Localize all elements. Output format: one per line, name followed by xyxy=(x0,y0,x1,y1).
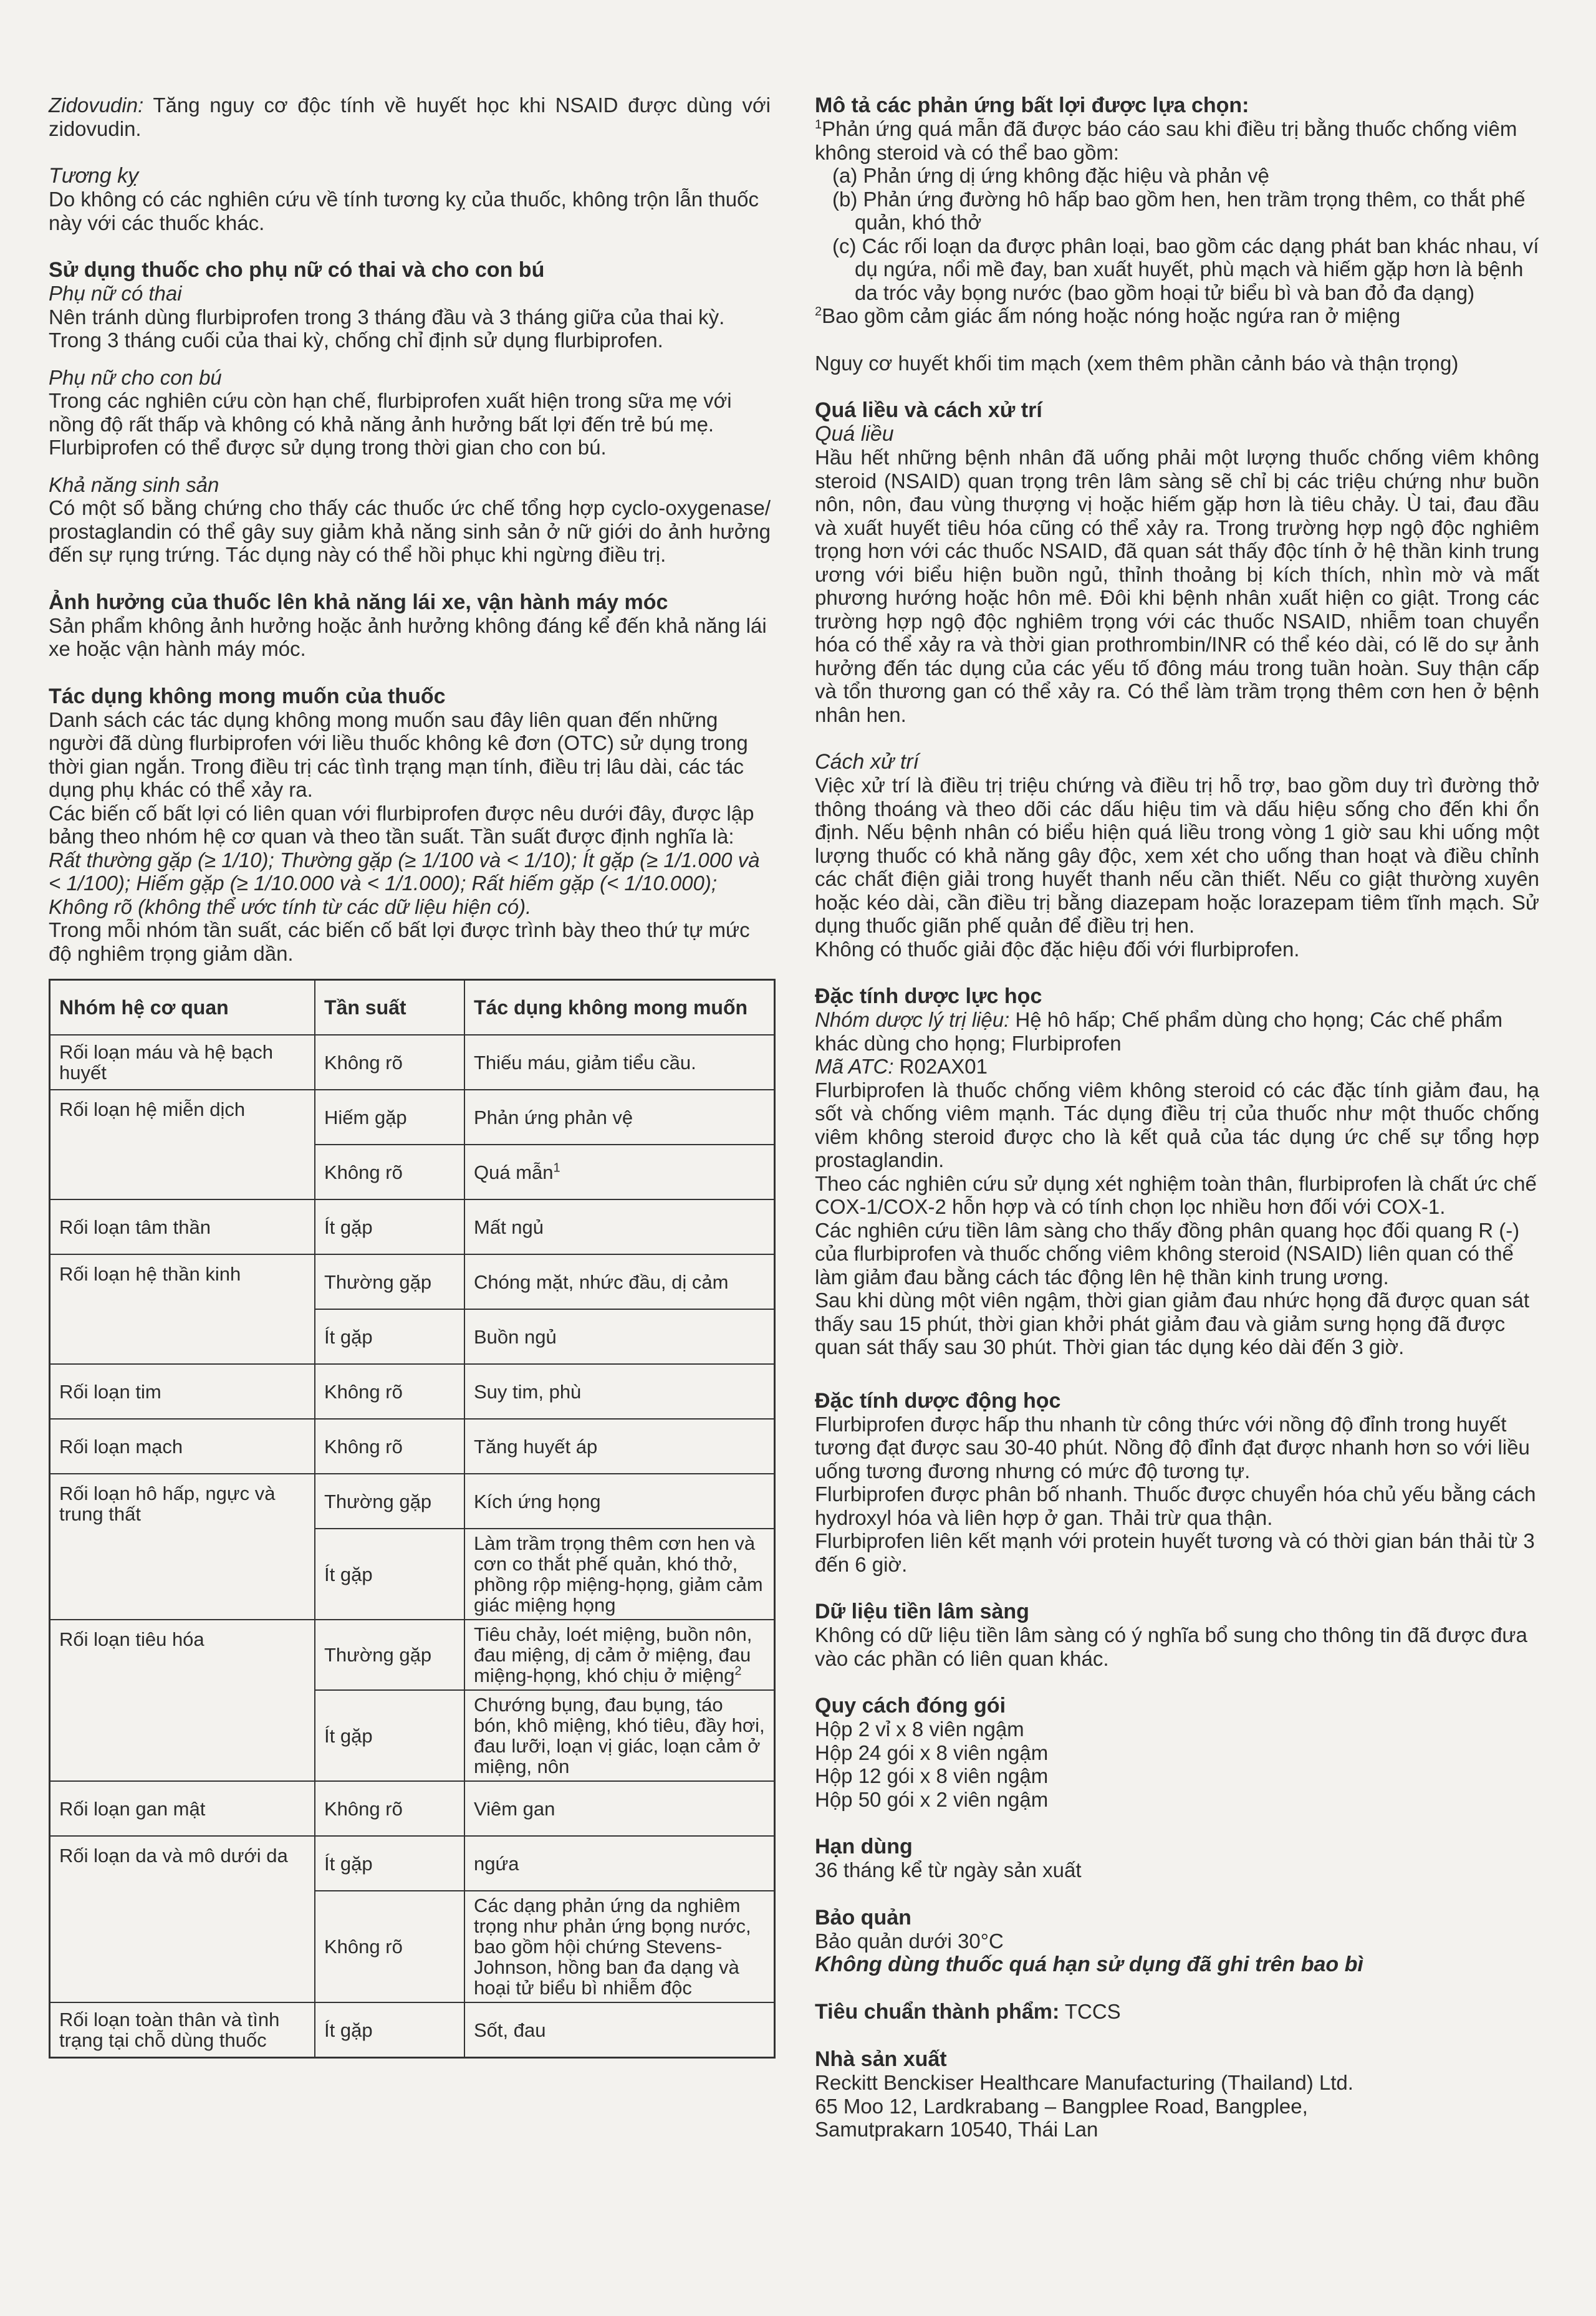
table-row xyxy=(50,1620,775,1690)
lactation-sub: Phụ nữ cho con bú xyxy=(49,365,222,389)
manufacturer-name: Reckitt Benckiser Healthcare Manufacturing (Thailand) Ltd. xyxy=(815,2071,1353,2094)
pharmacokinetics-text-1: Flurbiprofen được hấp thu nhanh từ công thức với nồng độ đỉnh trong huyết tương đạt được sau 30-40 phút. Nồng độ đỉnh đạt được nhanh hơn so với liều uống tương đương nhưng có mức độ tương tự. xyxy=(815,1412,1530,1482)
zidovudin-paragraph xyxy=(49,94,771,140)
frequency-cell: Thường gặp xyxy=(315,1254,464,1309)
table-row xyxy=(50,1474,775,1529)
organ-cell: Rối loạn hô hấp, ngực và trung thất xyxy=(50,1474,315,1620)
table-row xyxy=(50,1035,775,1090)
adverse-text-3: Trong mỗi nhóm tần suất, các biến cố bất lợi được trình bày theo thứ tự mức độ nghiêm trọng giảm dần. xyxy=(49,918,750,965)
pharmacokinetics-text-2: Flurbiprofen được phân bố nhanh. Thuốc được chuyển hóa chủ yếu bằng cách hydroxyl hóa và liên hợp ở gan. Thải trừ qua thận. xyxy=(815,1482,1536,1529)
fertility-text: Có một số bằng chứng cho thấy các thuốc ức chế tổng hợp cyclo-oxygenase/ prostaglandin có thể gây suy giảm khả năng sinh sản ở nữ giới do ảnh hưởng đến sự rụng trứng. Tác dụng này có thể hồi phục khi ngừng điều trị. xyxy=(49,496,771,566)
standard-title: Tiêu chuẩn thành phẩm: xyxy=(815,2000,1060,2024)
footnote-1-marker: 1 xyxy=(553,1161,560,1175)
pregnancy-sub: Phụ nữ có thai xyxy=(49,282,182,305)
lactation-text: Trong các nghiên cứu còn hạn chế, flurbiprofen xuất hiện trong sữa mẹ với nồng độ rất thấp và không có khả năng ảnh hưởng bất lợi đến trẻ bú mẹ. Flurbiprofen có thể được sử dụng trong thời gian cho con bú. xyxy=(49,389,732,459)
footnote-2 xyxy=(815,304,1539,328)
pharmacodynamics-text-4: Sau khi dùng một viên ngậm, thời gian giảm đau nhức họng đã được quan sát thấy sau 15 phút, thời gian khởi phát giảm đau và giảm sưng họng đã được quan sát thấy sau 30 phút. Thời gian tác dụng kéo dài đến 3 giờ. xyxy=(815,1289,1530,1358)
packaging-item: Hộp 12 gói x 8 viên ngậm xyxy=(815,1764,1049,1787)
effect-cell: Sốt, đau xyxy=(464,2002,775,2058)
right-column xyxy=(815,94,1539,2141)
effect-cell: Phản ứng phản vệ xyxy=(464,1090,775,1145)
table-row xyxy=(50,1254,775,1309)
table-row xyxy=(50,1419,775,1474)
pharmacokinetics-title: Đặc tính dược động học xyxy=(815,1388,1061,1413)
footnote-1-a: (a) Phản ứng dị ứng không đặc hiệu và phản vệ xyxy=(832,164,1269,187)
frequency-cell: Hiếm gặp xyxy=(315,1090,464,1145)
footnote-2-mark: 2 xyxy=(815,305,822,319)
effect-cell: Các dạng phản ứng da nghiêm trọng như phản ứng bọng nước, bao gồm hội chứng Stevens-Johnson, hồng ban đa dạng và hoại tử biểu bì nhiễm độc xyxy=(464,1891,775,2002)
zidovudin-text: Tăng nguy cơ độc tính về huyết học khi NSAID được dùng với zidovudin. xyxy=(49,94,771,140)
manufacturer-address-2: Samutprakarn 10540, Thái Lan xyxy=(815,2118,1098,2141)
footnote-1-mark: 1 xyxy=(815,118,822,132)
footnote-2-marker: 2 xyxy=(734,1664,742,1678)
frequency-cell: Thường gặp xyxy=(315,1474,464,1529)
frequency-cell: Ít gặp xyxy=(315,1309,464,1364)
shelf-life-text: 36 tháng kể từ ngày sản xuất xyxy=(815,1858,1082,1881)
shelf-life-title: Hạn dùng xyxy=(815,1835,913,1858)
adverse-effects-table xyxy=(49,979,776,2059)
frequency-cell: Ít gặp xyxy=(315,1199,464,1254)
frequency-cell: Không rõ xyxy=(315,1891,464,2002)
cardiovascular-risk-text: Nguy cơ huyết khối tim mạch (xem thêm phần cảnh báo và thận trọng) xyxy=(815,351,1459,375)
frequency-cell: Ít gặp xyxy=(315,1690,464,1781)
zidovudin-label: Zidovudin: xyxy=(49,94,144,117)
frequency-cell: Không rõ xyxy=(315,1364,464,1419)
packaging-title: Quy cách đóng gói xyxy=(815,1694,1006,1718)
group-value: Hệ hô hấp; Chế phẩm dùng cho họng; Các chế phẩm khác dùng cho họng; Flurbiprofen xyxy=(815,1008,1502,1055)
preclinical-title: Dữ liệu tiền lâm sàng xyxy=(815,1600,1029,1623)
manufacturer-address-1: 65 Moo 12, Lardkrabang – Bangplee Road, Bangplee, xyxy=(815,2094,1308,2118)
organ-cell: Rối loạn tiêu hóa xyxy=(50,1620,315,1781)
atc-code xyxy=(815,1055,1539,1079)
organ-cell: Rối loạn máu và hệ bạch huyết xyxy=(50,1035,315,1090)
frequency-cell: Thường gặp xyxy=(315,1620,464,1690)
frequency-cell: Không rõ xyxy=(315,1781,464,1836)
selected-reactions-title: Mô tả các phản ứng bất lợi được lựa chọn: xyxy=(815,94,1249,117)
antidote-text: Không có thuốc giải độc đặc hiệu đối với flurbiprofen. xyxy=(815,937,1300,961)
table-row xyxy=(50,2002,775,2058)
effect-cell xyxy=(464,1145,775,1199)
treatment-text: Việc xử trí là điều trị triệu chứng và điều trị hỗ trợ, bao gồm duy trì đường thở thông thoáng và theo dõi các dấu hiệu tim và dấu hiệu sống cho đến khi ổn định. Nếu bệnh nhân có biểu hiện quá liều trong vòng 1 giờ sau khi uống một lượng thuốc có khả năng gây độc, xem xét cho uống than hoạt và điều chỉnh các chất điện giải trong huyết thanh nếu cần thiết. Nếu co giật thường xuyên hoặc kéo dài, cần điều trị bằng diazepam hoặc lorazepam tiêm tĩnh mạch. Sử dụng thuốc giãn phế quản để điều trị hen. xyxy=(815,774,1539,937)
pharmacodynamics-text-3: Các nghiên cứu tiền lâm sàng cho thấy đồng phân quang học đối quang R (-) của flurbiprofen và thuốc chống viêm không steroid (NSAID) liên quan có thể làm giảm đau bằng cách tác động lên hệ thần kinh trung ương. xyxy=(815,1218,1520,1289)
effect-text: Quá mẫn xyxy=(474,1161,554,1183)
effect-cell: Kích ứng họng xyxy=(464,1474,775,1529)
storage-warning: Không dùng thuốc quá hạn sử dụng đã ghi trên bao bì xyxy=(815,1953,1363,1976)
effect-cell: Mất ngủ xyxy=(464,1199,775,1254)
pharmacodynamics-title: Đặc tính dược lực học xyxy=(815,984,1042,1008)
footnote-1 xyxy=(815,117,1539,164)
frequency-cell: Không rõ xyxy=(315,1035,464,1090)
table-row xyxy=(50,1781,775,1836)
effect-cell: Suy tim, phù xyxy=(464,1364,775,1419)
organ-cell: Rối loạn mạch xyxy=(50,1419,315,1474)
packaging-item: Hộp 50 gói x 2 viên ngậm xyxy=(815,1787,1049,1811)
organ-cell: Rối loạn hệ miễn dịch xyxy=(50,1090,315,1199)
frequency-cell: Không rõ xyxy=(315,1419,464,1474)
footnote-1-text: Phản ứng quá mẫn đã được báo cáo sau khi điều trị bằng thuốc chống viêm không steroid và có thể bao gồm: xyxy=(815,117,1517,164)
header-frequency: Tần suất xyxy=(315,980,464,1035)
footnote-1-c: (c) Các rối loạn da được phân loại, bao gồm các dạng phát ban khác nhau, ví dụ ngứa, nổi mề đay, ban xuất huyết, phù mạch và hiếm gặp hơn là bệnh da tróc vảy bọng nước (bao gồm hoại tử biểu bì và ban đỏ đa dạng) xyxy=(832,234,1539,304)
effect-cell: ngứa xyxy=(464,1836,775,1891)
frequency-cell: Ít gặp xyxy=(315,1529,464,1620)
effect-cell xyxy=(464,1620,775,1690)
manufacturer-title: Nhà sản xuất xyxy=(815,2047,947,2071)
standard-line xyxy=(815,2000,1539,2024)
preclinical-text: Không có dữ liệu tiền lâm sàng có ý nghĩa bổ sung cho thông tin đã được đưa vào các phần có liên quan khác. xyxy=(815,1623,1527,1670)
effect-cell: Viêm gan xyxy=(464,1781,775,1836)
adverse-text-2 xyxy=(49,802,771,919)
treatment-sub: Cách xử trí xyxy=(815,750,920,774)
footnote-2-text: Bao gồm cảm giác ấm nóng hoặc nóng hoặc ngứa ran ở miệng xyxy=(822,304,1401,327)
frequency-definitions: Rất thường gặp (≥ 1/10); Thường gặp (≥ 1/100 và < 1/10); Ít gặp (≥ 1/1.000 và < 1/100); Hiếm gặp (≥ 1/10.000 và < 1/1.000); Rất hiếm gặp (< 1/10.000); Không rõ (không thể ước tính từ các dữ liệu hiện có). xyxy=(49,848,760,918)
atc-label: Mã ATC: xyxy=(815,1055,894,1078)
frequency-cell: Ít gặp xyxy=(315,2002,464,2058)
pharmacotherapeutic-group xyxy=(815,1008,1539,1055)
frequency-cell: Không rõ xyxy=(315,1145,464,1199)
driving-text: Sản phẩm không ảnh hưởng hoặc ảnh hưởng không đáng kể đến khả năng lái xe hoặc vận hành máy móc. xyxy=(49,613,767,660)
table-row xyxy=(50,1199,775,1254)
organ-cell: Rối loạn gan mật xyxy=(50,1781,315,1836)
table-row xyxy=(50,1836,775,1891)
organ-cell: Rối loạn da và mô dưới da xyxy=(50,1836,315,2002)
table-row xyxy=(50,1364,775,1419)
effect-cell: Làm trầm trọng thêm cơn hen và cơn co thắt phế quản, khó thở, phồng rộp miệng-họng, giảm cảm giác miệng họng xyxy=(464,1529,775,1620)
effect-cell: Chướng bụng, đau bụng, táo bón, khô miệng, khó tiêu, đầy hơi, đau lưỡi, loạn vị giác, loạn cảm ở miệng, nôn xyxy=(464,1690,775,1781)
organ-cell: Rối loạn tâm thần xyxy=(50,1199,315,1254)
adverse-title: Tác dụng không mong muốn của thuốc xyxy=(49,684,446,708)
incompat-title: Tương kỵ xyxy=(49,164,139,188)
overdose-text: Hầu hết những bệnh nhân đã uống phải một lượng thuốc chống viêm không steroid (NSAID) quan trọng trên lâm sàng sẽ chỉ bị các triệu chứng như buồn nôn, nôn, đau vùng thượng vị hoặc hiếm gặp hơn là tiêu chảy. Ù tai, đau đầu và xuất huyết tiêu hóa cũng có thể xảy ra. Trong trường hợp ngộ độc nghiêm trọng hơn với các thuốc NSAID, đã quan sát thấy độc tính ở hệ thần kinh trung ương với biểu hiện buồn ngủ, thỉnh thoảng bị kích thích, nhìn mờ và mất phương hướng hoặc hôn mê. Đôi khi bệnh nhân xuất hiện co giật. Trong các trường hợp ngộ độc nghiêm trọng với các thuốc NSAID, nhiễm toan chuyển hóa có thể xảy ra và thời gian prothrombin/INR có thể kéo dài, có lẽ do sự ảnh hưởng đến tác dụng của các yếu tố đông máu trong tuần hoàn. Suy thận cấp và tổn thương gan có thể xảy ra. Có thể làm trầm trọng thêm cơn hen ở bệnh nhân hen. xyxy=(815,446,1539,726)
effect-cell: Buồn ngủ xyxy=(464,1309,775,1364)
pregnancy-title: Sử dụng thuốc cho phụ nữ có thai và cho con bú xyxy=(49,258,545,282)
effect-cell: Chóng mặt, nhức đầu, dị cảm xyxy=(464,1254,775,1309)
effect-text: Tiêu chảy, loét miệng, buồn nôn, đau miệng, dị cảm ở miệng, đau miệng-họng, khó chịu ở miệng xyxy=(474,1623,752,1686)
overdose-sub: Quá liều xyxy=(815,422,894,446)
pharmacokinetics-text-3: Flurbiprofen liên kết mạnh với protein huyết tương và có thời gian bán thải từ 3 đến 6 giờ. xyxy=(815,1529,1535,1576)
fertility-sub: Khả năng sinh sản xyxy=(49,473,219,496)
overdose-title: Quá liều và cách xử trí xyxy=(815,398,1042,422)
packaging-item: Hộp 24 gói x 8 viên ngậm xyxy=(815,1741,1049,1764)
group-label: Nhóm dược lý trị liệu: xyxy=(815,1008,1010,1031)
header-effect: Tác dụng không mong muốn xyxy=(464,980,775,1035)
pharmacodynamics-text-2: Theo các nghiên cứu sử dụng xét nghiệm toàn thân, flurbiprofen là chất ức chế COX-1/COX-2 hỗn hợp và có tính chọn lọc nhiều hơn đối với COX-1. xyxy=(815,1171,1537,1218)
frequency-cell: Ít gặp xyxy=(315,1836,464,1891)
effect-cell: Thiếu máu, giảm tiểu cầu. xyxy=(464,1035,775,1090)
storage-title: Bảo quản xyxy=(815,1905,911,1929)
atc-value: R02AX01 xyxy=(893,1055,988,1078)
effect-cell: Tăng huyết áp xyxy=(464,1419,775,1474)
table-header-row xyxy=(50,980,775,1035)
pharmacodynamics-text-1: Flurbiprofen là thuốc chống viêm không steroid có các đặc tính giảm đau, hạ sốt và chống viêm mạnh. Tác dụng điều trị của thuốc như một thuốc chống viêm không steroid được cho là kết quả của tác dụng ức chế sự tổng hợp prostaglandin. xyxy=(815,1078,1539,1171)
packaging-item: Hộp 2 vỉ x 8 viên ngậm xyxy=(815,1718,1024,1741)
organ-cell: Rối loạn tim xyxy=(50,1364,315,1419)
incompat-text: Do không có các nghiên cứu về tính tương kỵ của thuốc, không trộn lẫn thuốc này với các thuốc khác. xyxy=(49,188,759,234)
standard-value: TCCS xyxy=(1059,2000,1121,2023)
organ-cell: Rối loạn toàn thân và tình trạng tại chỗ dùng thuốc xyxy=(50,2002,315,2058)
storage-text: Bảo quản dưới 30°C xyxy=(815,1929,1004,1953)
pregnancy-text: Nên tránh dùng flurbiprofen trong 3 tháng đầu và 3 tháng giữa của thai kỳ. Trong 3 tháng cuối của thai kỳ, chống chỉ định sử dụng flurbiprofen. xyxy=(49,305,725,352)
driving-title: Ảnh hưởng của thuốc lên khả năng lái xe, vận hành máy móc xyxy=(49,590,668,614)
adverse-text-1: Danh sách các tác dụng không mong muốn sau đây liên quan đến những người đã dùng flurbiprofen với liều thuốc không kê đơn (OTC) sử dụng trong thời gian ngắn. Trong điều trị các tình trạng mạn tính, điều trị lâu dài, các tác dụng phụ khác có thể xảy ra. xyxy=(49,708,748,801)
adverse-text-2a: Các biến cố bất lợi có liên quan với flurbiprofen được nêu dưới đây, được lập bảng theo nhóm hệ cơ quan và theo tần suất. Tần suất được định nghĩa là: xyxy=(49,801,754,848)
organ-cell: Rối loạn hệ thần kinh xyxy=(50,1254,315,1364)
footnote-1-b: (b) Phản ứng đường hô hấp bao gồm hen, hen trầm trọng thêm, co thắt phế quản, khó thở xyxy=(832,187,1526,234)
table-row xyxy=(50,1090,775,1145)
header-organ: Nhóm hệ cơ quan xyxy=(50,980,315,1035)
left-column xyxy=(49,94,771,2059)
